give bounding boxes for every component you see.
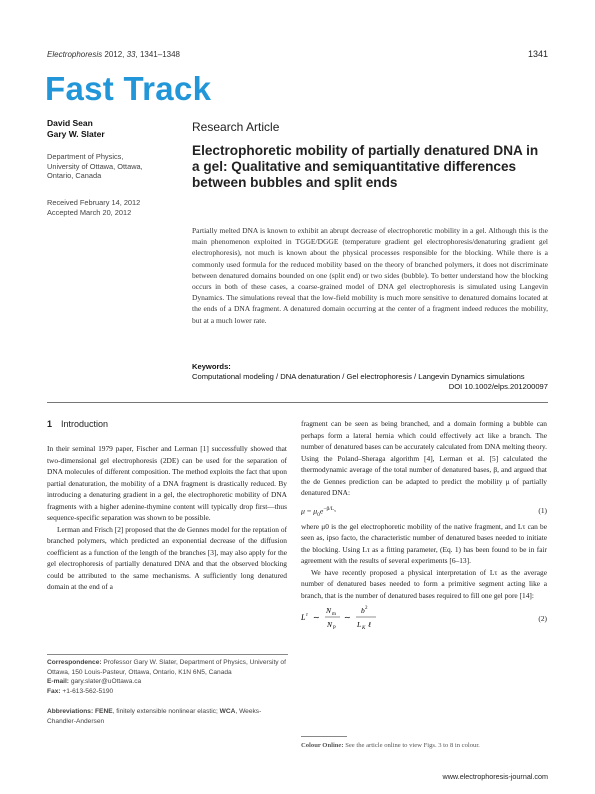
- colour-online-label: Colour Online:: [301, 742, 344, 749]
- colour-online-text: See the article online to view Figs. 3 to 8 in colour.: [343, 742, 480, 749]
- abstract: Partially melted DNA is known to exhibit an abrupt decrease of electrophoretic mobility in a gel. Although this is the main phenomenon exploited in TGGE/DGGE (temperature gradient gel electrophoresis/denaturing gradient gel electrophoresis), not much is known about the physical processes responsible for the blocking. While there is a commonly used formula for the reduced mobility based on the theory of branched polymers, it does not discriminate between denatured domains bounded on one (split end) or two sides (bubble). To better understand how the blocking occurs in both of these cases, a coarse-grained model of DNA gel electrophoresis is simulated using Langevin Dynamics. The simulations reveal that the low-field mobility is much more sensitive to denatured domains located at the ends of a DNA fragment. A denatured domain occurring at the center of a fragment indeed reduces the mobility, but at a much lower rate.: [192, 226, 548, 325]
- svg-text:∼: ∼: [313, 613, 320, 622]
- equation-1-body: $\mu = \mu_0e^{-\beta/L_\tau}$: [301, 505, 336, 518]
- svg-text:b: b: [361, 606, 365, 615]
- received-date: Received February 14, 2012: [47, 198, 141, 207]
- svg-text:2: 2: [365, 606, 368, 611]
- affiliation-line: Department of Physics,: [47, 152, 124, 161]
- affiliation-line: Ontario, Canada: [47, 171, 102, 181]
- equation-2-body: [301, 603, 411, 633]
- svg-text:ℓ: ℓ: [368, 620, 372, 629]
- footnote-divider: [301, 736, 347, 737]
- svg-text:L: L: [301, 613, 306, 622]
- abbreviation-definition: , finitely extensible nonlinear elastic;: [112, 708, 218, 715]
- abbreviation-term: FENE: [95, 708, 113, 715]
- email-label: E-mail:: [47, 678, 69, 685]
- paragraph: where μ0 is the gel electrophoretic mobility of the native fragment, and Lτ can be seen as, ipso facto, the characteristic number of denatured bases needed to initiate the blocking. Using Lτ as a fitting parameter, (Eq. 1) has been found to be in fair agreement with the results of several experiments [6–13].: [301, 521, 547, 565]
- paragraph: In their seminal 1979 paper, Fischer and Lerman [1] successfully showed that two-dimensional gel electrophoresis (2DE) can be used for the separation of DNA molecules of different composition. The method exploits the fact that upon partial denaturation, the mobility of a DNA fragment is drastically reduced. By introducing a denaturing gradient in a gel, the electrophoretic mobility of DNA fragments with a higher adenine-thymine content will typically drop first—thus sequence-specific separation was shown to be possible.: [47, 444, 287, 522]
- colour-online-note: [301, 742, 480, 749]
- paragraph: Lerman and Frisch [2] proposed that the de Gennes model for the reptation of branched polymers, which predicted an exponential decrease of the diffusion coefficient as a function of the length of the branches [3], may also apply for the gel electrophoresis of partially denatured DNA and that the observed blocking could be attributed to the same mechanisms. A sufficiently long denatured domain at the end of a: [47, 524, 287, 591]
- journal-volume: 33: [126, 50, 136, 59]
- svg-text:m: m: [332, 612, 336, 617]
- correspondence-fax: [47, 687, 288, 697]
- svg-text:L: L: [357, 620, 362, 629]
- correspondence-text: Professor Gary W. Slater, Department of Physics, University of Ottawa, 150 Louis-Pasteur, Ottawa, Ontario, K1N 6N5, Canada: [47, 659, 286, 676]
- fast-track-banner: Fast Track: [45, 70, 212, 107]
- paragraph: We have recently proposed a physical interpretation of Lτ as the average number of denatured bases needed to form a primitive segment acting like a branch, that is the number of denatured bases required to fill one gel pore [14]:: [301, 567, 547, 600]
- author-name: David Sean: [47, 118, 93, 128]
- article-dates: [47, 198, 140, 217]
- svg-text:N: N: [326, 606, 332, 615]
- journal-website-link[interactable]: www.electrophoresis-journal.com: [442, 772, 548, 781]
- fax-number: +1-613-562-5190: [60, 687, 114, 695]
- abbreviations-block: [47, 707, 288, 726]
- journal-name: Electrophoresis: [47, 50, 103, 59]
- paragraph: fragment can be seen as being branched, and a domain forming a bubble can perhaps form a lateral hernia which could effectively act like a branch. The number of denatured bases can be accurately calculated from DNA melting theory. Using the Poland–Sheraga algorithm [4], Lerman et al. [5] calculated the thermodynamic average of the total number of denatured bases, β, and argued that the de Gennes prediction can be adapted to predict the mobility μ of partially denatured DNA:: [301, 419, 547, 497]
- article-title: Electrophoretic mobility of partially denatured DNA in a gel: Qualitative and semiquantitative differences between bubbles and split ends: [192, 143, 539, 191]
- correspondence-label: Correspondence:: [47, 659, 102, 666]
- section-heading: [47, 419, 108, 429]
- journal-reference: [47, 50, 180, 59]
- svg-text:K: K: [362, 626, 366, 631]
- section-title: Introduction: [61, 419, 109, 429]
- journal-year: 2012,: [102, 50, 127, 59]
- abbreviation-term: WCA: [219, 708, 236, 715]
- correspondence-block: [47, 658, 288, 696]
- body-column-left: [47, 443, 287, 593]
- equation-2: [301, 601, 547, 635]
- fax-label: Fax:: [47, 687, 61, 695]
- section-number: 1: [47, 419, 53, 429]
- email-address[interactable]: gary.slater@uOttawa.ca: [68, 678, 142, 685]
- correspondence-address: [47, 658, 288, 677]
- keywords-list: Computational modeling / DNA denaturation / Gel electrophoresis / Langevin Dynamics simulations: [192, 372, 525, 381]
- author-name: Gary W. Slater: [47, 128, 105, 139]
- doi: DOI 10.1002/elps.201200097: [448, 382, 548, 391]
- abbreviation-definition: , Weeks-Chandler-Andersen: [47, 708, 262, 725]
- abbreviations-label: Abbreviations:: [47, 708, 94, 715]
- section-label: Research Article: [192, 120, 280, 134]
- section-divider: [47, 402, 548, 403]
- svg-text:P: P: [333, 626, 336, 631]
- footnote-divider: [47, 654, 288, 655]
- page-number: 1341: [527, 49, 548, 59]
- svg-text:N: N: [327, 620, 333, 629]
- body-column-right: [301, 418, 547, 635]
- affiliation: [47, 152, 143, 181]
- equation-number: (1): [538, 505, 547, 515]
- svg-text:∼: ∼: [344, 613, 351, 622]
- equation-1: [301, 499, 547, 521]
- affiliation-line: University of Ottawa, Ottawa,: [47, 161, 143, 171]
- author-list: [47, 118, 105, 139]
- correspondence-email: [47, 677, 288, 687]
- svg-text:τ: τ: [306, 613, 308, 618]
- equation-number: (2): [538, 614, 547, 623]
- journal-pages: , 1341–1348: [135, 50, 181, 59]
- accepted-date: Accepted March 20, 2012: [47, 207, 132, 217]
- keywords-label: Keywords:: [192, 362, 231, 371]
